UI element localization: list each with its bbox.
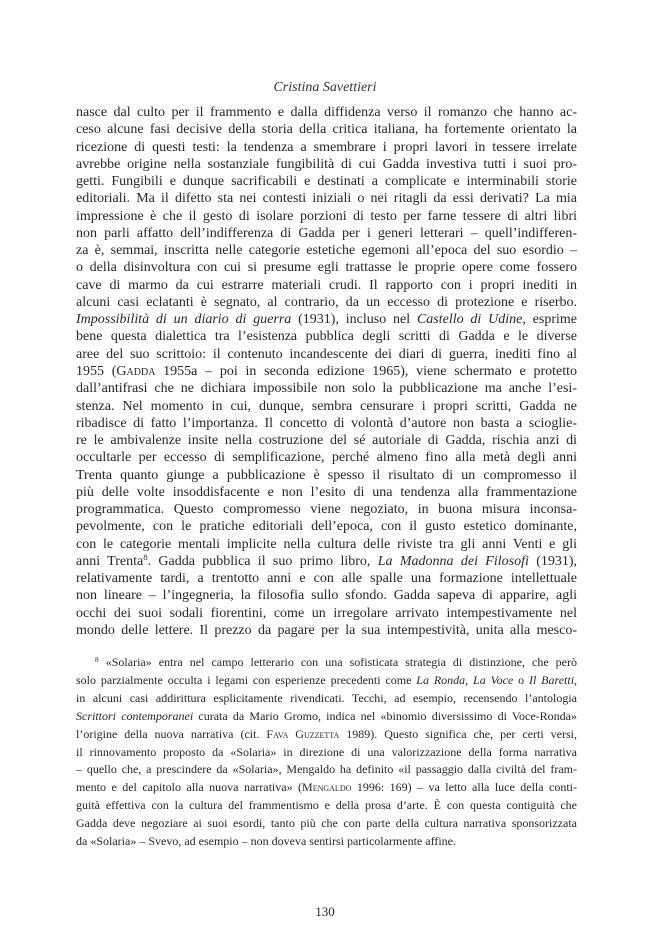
body-line bbox=[76, 294, 577, 311]
text-segment: o bbox=[513, 672, 529, 687]
text-segment: occhi dei suoi sodali fiorentini, come un irregolare arrivato intempestivamente nel bbox=[76, 605, 577, 621]
text-segment: in alcuni casi addirittura esplicitamente rivendicati. Tecchi, ad esempio, recensendo l’antologia bbox=[76, 690, 577, 705]
body-line bbox=[76, 104, 577, 121]
footnote-line bbox=[76, 815, 577, 833]
text-segment: solo parzialmente occulta i legami con esperienze precedenti come bbox=[76, 672, 417, 687]
body-line bbox=[76, 605, 577, 622]
text-segment: occultarle per eccesso di semplificazione, perché almeno fino alla metà degli anni bbox=[76, 450, 577, 466]
body-line bbox=[76, 363, 577, 380]
text-segment: – quello che, a prescindere da «Solaria», Mengaldo ha definito «il passaggio dalla civiltà del fram- bbox=[76, 762, 577, 777]
text-segment: , bbox=[465, 672, 474, 687]
body-line bbox=[76, 225, 577, 242]
text-segment: mento e del capitolo alla nuova narrativa» ( bbox=[76, 780, 303, 795]
text-segment: da «Solaria» – Svevo, ad esempio – non doveva sentirsi particolarmente affine. bbox=[76, 834, 457, 849]
page-number: 130 bbox=[315, 904, 335, 919]
text-segment: cave di marmo da cui estrarre materiali crudi. Il rapporto con i propri inediti in bbox=[76, 277, 577, 293]
text-segment: mondo delle lettere. Il prezzo da pagare per la sua intempestività, unita alla mesco- bbox=[76, 622, 577, 638]
italic-title: La Ronda bbox=[416, 672, 466, 687]
body-line bbox=[76, 208, 577, 225]
body-line bbox=[76, 484, 577, 501]
body-line bbox=[76, 156, 577, 173]
body-line bbox=[76, 518, 577, 535]
footnote-line bbox=[76, 761, 577, 779]
body-line bbox=[76, 139, 577, 156]
text-segment: ribadisce di fatto l’importanza. Il concetto di volontà d’autore non basta a scioglie- bbox=[76, 415, 577, 431]
italic-title: Il Baretti bbox=[528, 672, 575, 687]
text-segment: editoriali. Ma il difetto sta nei contesti iniziali o nei ritagli da essi derivati? La mia bbox=[76, 191, 577, 207]
text-segment: ricezione di questi testi: la tendenza a smembrare i propri lavori in tessere irrelate bbox=[76, 139, 577, 155]
text-segment: 1955 ( bbox=[76, 363, 117, 379]
footnote-line bbox=[76, 779, 577, 797]
text-segment: , esprime bbox=[522, 312, 577, 328]
text-segment: stenza. Nel momento in cui, dunque, sembra censurare i propri scritti, Gadda ne bbox=[76, 398, 577, 414]
body-line bbox=[76, 190, 577, 207]
body-line bbox=[76, 173, 577, 190]
text-segment: (1931), incluso nel bbox=[291, 312, 417, 328]
text-segment: 1955a – poi in seconda edizione 1965), viene schermato e protetto bbox=[155, 363, 577, 379]
body-line bbox=[76, 432, 577, 449]
text-segment: non parli affatto dell’indifferenza di Gadda per i generi letterari – quell’indifferen- bbox=[76, 225, 577, 241]
small-caps-author: Mengaldo bbox=[302, 780, 352, 795]
footnote-marker: 8 bbox=[143, 552, 148, 563]
body-line bbox=[76, 570, 577, 587]
italic-title: Castello di Udine bbox=[416, 312, 523, 328]
text-segment: o della disinvoltura con cui si presume egli trattasse le proprie opere come fossero bbox=[76, 260, 577, 276]
footnote-line bbox=[76, 744, 577, 762]
small-caps-author: Gadda bbox=[116, 363, 156, 379]
running-head-author: Cristina Savettieri bbox=[273, 80, 377, 95]
text-segment: non lineare – l’ingegneria, la filosofia sullo sfondo. Gadda sapeva di apparire, agli bbox=[76, 588, 577, 604]
body-line bbox=[76, 380, 577, 397]
text-segment: il rinnovamento proposto da «Solaria» in direzione di una valorizzazione della forma narrativa bbox=[76, 744, 577, 759]
body-line bbox=[76, 553, 577, 570]
body-line bbox=[76, 622, 577, 639]
text-segment: . Gadda pubblica il suo primo libro, bbox=[147, 553, 378, 569]
text-segment: relativamente tardi, a trentotto anni e con alle spalle una formazione intellettuale bbox=[76, 571, 577, 587]
text-segment: Trenta quanto giunge a pubblicazione è spesso il risultato di un compromesso il bbox=[76, 467, 577, 483]
small-caps-author: Fava Guzzetta bbox=[266, 726, 340, 741]
text-segment: dall’antifrasi che ne dichiara impossibile non solo la pubblicazione ma anche l’esi- bbox=[76, 381, 577, 397]
text-segment: 1989). Questo significa che, per certi versi, bbox=[339, 726, 577, 741]
body-line bbox=[76, 277, 577, 294]
text-segment: programmatica. Questo compromesso viene negoziato, in buona misura inconsa- bbox=[76, 502, 577, 518]
text-segment: pevolmente, con le pratiche editoriali dell’epoca, con il gusto estetico dominante, bbox=[76, 519, 577, 535]
body-line bbox=[76, 346, 577, 363]
text-segment: avrebbe origine nella sostanziale fungibilità di cui Gadda investiva tutti i suoi pro- bbox=[76, 156, 577, 172]
italic-title: La Voce bbox=[473, 672, 514, 687]
italic-title: La Madonna dei Filosofi bbox=[377, 553, 529, 569]
text-segment: getti. Fungibili e dunque sacrificabili e destinati a complicate e interminabili storie bbox=[76, 174, 577, 190]
text-segment: (1931), bbox=[528, 553, 578, 569]
body-line bbox=[76, 311, 577, 328]
body-line bbox=[76, 259, 577, 276]
text-segment: «Solaria» entra nel campo letterario con una sofisticata strategia di distinzione, che però bbox=[98, 655, 577, 669]
text-segment: re le ambivalenze insite nella costruzione del sé autoriale di Gadda, rischia anzi di bbox=[76, 433, 577, 449]
footnote-marker: 8 bbox=[95, 654, 99, 664]
text-segment: aree del suo scrittoio: il contenuto incandescente dei diari di guerra, inediti fino al bbox=[76, 346, 577, 362]
body-line bbox=[76, 121, 577, 138]
footnote-line bbox=[76, 672, 577, 690]
body-line bbox=[76, 501, 577, 518]
text-segment: curata da Mario Gromo, indica nel «binomio diversissimo di Voce-Ronda» bbox=[193, 708, 577, 723]
footnote-line bbox=[76, 690, 577, 708]
body-line bbox=[76, 328, 577, 345]
footnote-line bbox=[76, 833, 577, 851]
body-line bbox=[76, 449, 577, 466]
text-segment: alcuni casi eclatanti è segnato, al contrario, da un eccesso di protezione e riserbo. bbox=[76, 294, 577, 310]
footnote-block bbox=[76, 654, 577, 851]
text-segment: nasce dal culto per il frammento e dalla diffidenza verso il romanzo che hanno ac- bbox=[76, 105, 577, 120]
italic-title: Impossibilità di un diario di guerra bbox=[76, 312, 292, 328]
footnote-line bbox=[76, 726, 577, 744]
text-segment: ceso alcune fasi decisive della storia della critica italiana, ha fortemente orientato la bbox=[76, 122, 577, 138]
text-segment: anni Trenta bbox=[76, 553, 144, 569]
body-line bbox=[76, 415, 577, 432]
text-segment: Gadda deve negoziare ai suoi esordi, tanto più che con parte della cultura narrativa sponsorizzata bbox=[76, 816, 577, 831]
body-line bbox=[76, 536, 577, 553]
body-line bbox=[76, 398, 577, 415]
text-segment: 1996: 169) – va letto alla luce della conti- bbox=[351, 780, 577, 795]
body-line bbox=[76, 242, 577, 259]
footnote-line bbox=[76, 708, 577, 726]
text-segment: guità effettiva con la cultura del frammentismo e della prosa d’arte. È con questa contiguità che bbox=[76, 798, 577, 813]
text-segment: impressione è che il gesto di isolare porzioni di testo per farne tessere di altri libri bbox=[76, 208, 577, 224]
footnote-line bbox=[76, 797, 577, 815]
footnote-line bbox=[76, 654, 577, 672]
text-segment: za è, semmai, inscritta nelle categorie estetiche egemoni all’epoca del suo esordio – bbox=[76, 243, 577, 259]
body-line bbox=[76, 467, 577, 484]
text-segment: più delle volte insoddisfacente e non l’esito di una tendenza alla frammentazione bbox=[76, 484, 577, 500]
text-segment: , bbox=[574, 672, 578, 687]
main-text-block bbox=[76, 104, 577, 639]
text-segment: con le categorie mentali implicite nella cultura delle riviste tra gli anni Venti e gli bbox=[76, 536, 577, 552]
body-line bbox=[76, 587, 577, 604]
text-segment: l’origine della nuova narrativa (cit. bbox=[76, 726, 267, 741]
italic-title: Scrittori contemporanei bbox=[76, 708, 194, 723]
text-segment: bene questa dialettica tra l’esistenza pubblica degli scritti di Gadda e le diverse bbox=[76, 329, 577, 345]
